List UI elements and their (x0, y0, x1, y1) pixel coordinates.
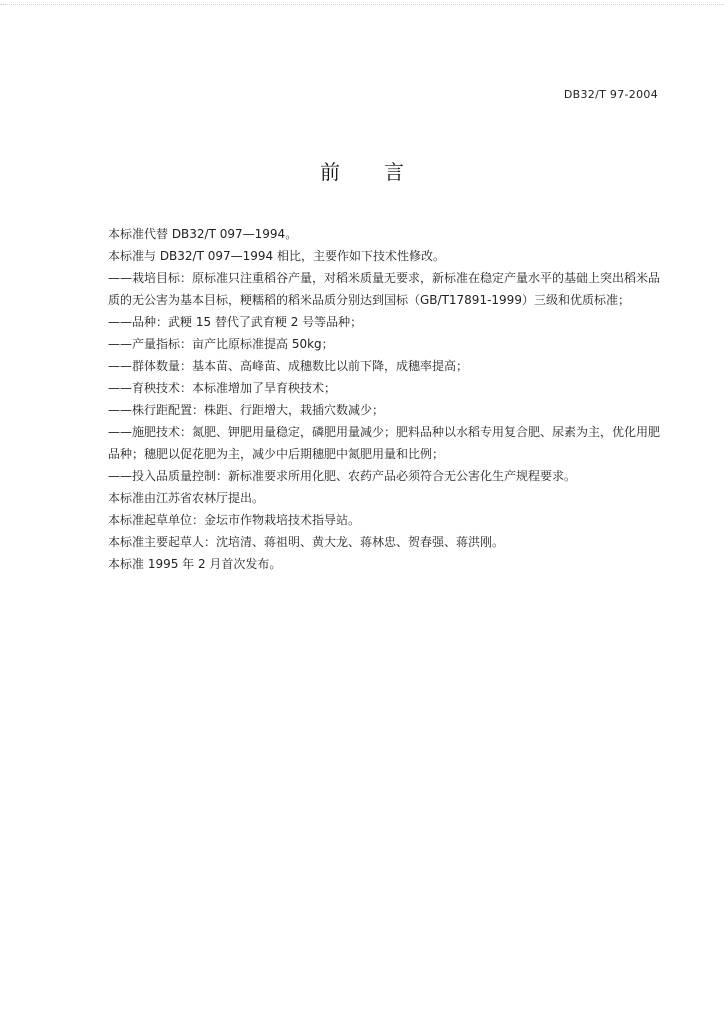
paragraph-input-quality: ——投入品质量控制：新标准要求所用化肥、农药产品必须符合无公害化生产规程要求。 (108, 469, 577, 483)
document-code: DB32/T 97-2004 (563, 88, 658, 101)
paragraph-population: ——群体数量：基本苗、高峰苗、成穗数比以前下降，成穗率提高； (108, 359, 469, 373)
paragraph-replaces: 本标准代替 DB32/T 097—1994。 (108, 227, 298, 241)
foreword-body (108, 223, 668, 575)
page-top-edge (0, 0, 724, 5)
paragraph-fertilization: ——施肥技术：氮肥、钾肥用量稳定，磷肥用量减少；肥料品种以水稻专用复合肥、尿素为主，优化用肥品种；穗肥以促花肥为主，减少中后期穗肥中氮肥用量和比例； (108, 425, 661, 461)
paragraph-spacing: ——株行距配置：株距、行距增大，栽插穴数减少； (108, 403, 385, 417)
paragraph-drafters: 本标准主要起草人：沈培清、蒋祖明、黄大龙、蒋林忠、贺春强、蒋洪刚。 (108, 535, 505, 549)
page-title: 前言 (320, 160, 448, 184)
paragraph-compared: 本标准与 DB32/T 097—1994 相比，主要作如下技术性修改。 (108, 249, 446, 263)
paragraph-variety: ——品种：武粳 15 替代了武育粳 2 号等品种； (108, 315, 363, 329)
paragraph-yield-target: ——产量指标：亩产比原标准提高 50kg； (108, 337, 334, 351)
paragraph-first-issued: 本标准 1995 年 2 月首次发布。 (108, 557, 282, 571)
paragraph-seedling: ——育秧技术：本标准增加了旱育秧技术； (108, 381, 337, 395)
paragraph-proposed-by: 本标准由江苏省农林厅提出。 (108, 491, 265, 505)
paragraph-drafting-unit: 本标准起草单位：金坛市作物栽培技术指导站。 (108, 513, 361, 527)
paragraph-cultivation-goal: ——栽培目标：原标准只注重稻谷产量，对稻米质量无要求，新标准在稳定产量水平的基础上突出稻米品质的无公害为基本目标，粳糯稻的稻米品质分别达到国标（GB/T17891-1999）三级和优质标准； (108, 271, 661, 307)
